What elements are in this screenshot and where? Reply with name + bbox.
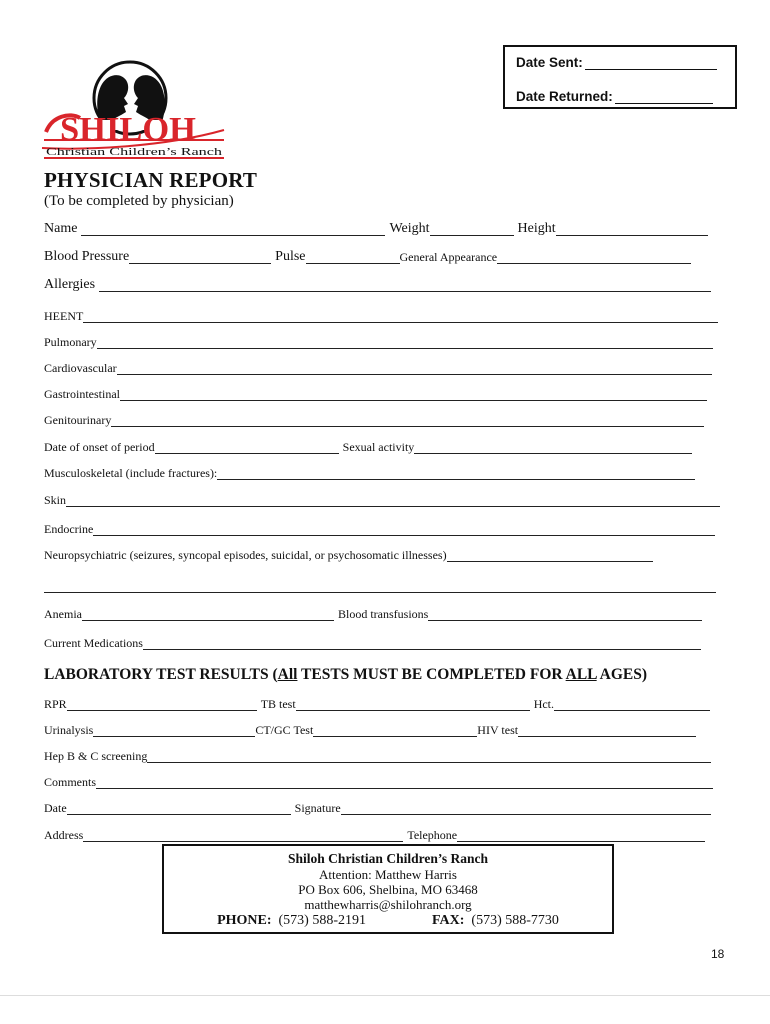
- urinalysis-label: Urinalysis: [44, 723, 94, 737]
- tb-test-field[interactable]: [296, 698, 530, 711]
- rpr-field[interactable]: [67, 698, 257, 711]
- contact-org: Shiloh Christian Children’s Ranch: [288, 851, 488, 866]
- heent-field[interactable]: [83, 310, 718, 323]
- contact-phone-fax: [164, 913, 612, 929]
- address-field[interactable]: [83, 829, 403, 842]
- cardiovascular-label: Cardiovascular: [44, 361, 117, 375]
- contact-phone: [217, 913, 366, 929]
- row-urinalysis: [44, 723, 696, 737]
- cardiovascular-field[interactable]: [117, 362, 712, 375]
- phone-value: (573) 588-2191: [278, 913, 367, 928]
- pulmonary-label: Pulmonary: [44, 335, 97, 349]
- urinalysis-field[interactable]: [93, 724, 255, 737]
- date-field[interactable]: [67, 802, 291, 815]
- current-medications-field[interactable]: [143, 637, 701, 650]
- neuropsychiatric-label: Neuropsychiatric (seizures, syncopal episodes, suicidal, or psychosomatic illnesses): [44, 548, 447, 562]
- row-cardiovascular: [44, 361, 712, 375]
- general-appearance-label: General Appearance: [399, 250, 498, 264]
- contact-attention: Attention: Matthew Harris: [319, 867, 457, 882]
- hct-label: Hct.: [533, 697, 555, 711]
- comments-label: Comments: [44, 775, 97, 789]
- allergies-label: Allergies: [44, 277, 96, 292]
- contact-email[interactable]: matthewharris@shilohranch.org: [304, 897, 472, 912]
- blood-transfusions-field[interactable]: [428, 608, 702, 621]
- lab-heading: [44, 666, 647, 684]
- hep-field[interactable]: [147, 750, 711, 763]
- page-number: 18: [711, 947, 725, 961]
- allergies-field[interactable]: [99, 279, 711, 292]
- telephone-field[interactable]: [457, 829, 705, 842]
- endocrine-field[interactable]: [93, 523, 715, 536]
- row-neuropsychiatric-cont: [44, 580, 716, 593]
- ctgc-test-label: CT/GC Test: [255, 723, 314, 737]
- date-sent-row: [516, 55, 717, 70]
- sexual-activity-field[interactable]: [414, 441, 692, 454]
- row-anemia: [44, 607, 702, 621]
- pulse-field[interactable]: [306, 251, 400, 264]
- pulmonary-field[interactable]: [97, 336, 713, 349]
- weight-label: Weight: [389, 221, 430, 236]
- row-heent: [44, 309, 718, 323]
- date-sent-label: Date Sent:: [516, 55, 583, 70]
- lab-heading-all-2: ALL: [565, 666, 597, 683]
- neuropsychiatric-field[interactable]: [447, 549, 653, 562]
- shiloh-logo: [40, 60, 230, 164]
- date-sent-field[interactable]: [585, 55, 717, 70]
- genitourinary-label: Genitourinary: [44, 413, 112, 427]
- musculoskeletal-field[interactable]: [217, 467, 695, 480]
- signature-field[interactable]: [341, 802, 711, 815]
- row-musculoskeletal: [44, 466, 695, 480]
- logo-name: SHILOH: [60, 111, 196, 148]
- row-allergies: [44, 278, 711, 292]
- address-label: Address: [44, 828, 84, 842]
- hiv-test-field[interactable]: [518, 724, 696, 737]
- page-subtitle: (To be completed by physician): [44, 193, 234, 209]
- row-name: [44, 222, 708, 236]
- tb-test-label: TB test: [260, 697, 296, 711]
- neuropsychiatric-field-cont[interactable]: [44, 580, 716, 593]
- row-medications: [44, 636, 701, 650]
- skin-field[interactable]: [66, 494, 720, 507]
- fax-value: (573) 588-7730: [471, 913, 559, 928]
- row-genitourinary: [44, 413, 704, 427]
- page-divider: [0, 995, 770, 996]
- gastrointestinal-field[interactable]: [120, 388, 707, 401]
- comments-field[interactable]: [96, 776, 713, 789]
- onset-period-field[interactable]: [155, 441, 339, 454]
- gastrointestinal-label: Gastrointestinal: [44, 387, 120, 401]
- row-hep: [44, 749, 711, 763]
- phone-label: PHONE:: [217, 913, 272, 928]
- hiv-test-label: HIV test: [477, 723, 519, 737]
- logo-graphic: [40, 60, 230, 164]
- date-returned-row: [516, 89, 713, 104]
- general-appearance-field[interactable]: [497, 251, 691, 264]
- blood-transfusions-label: Blood transfusions: [338, 607, 429, 621]
- row-period: [44, 440, 692, 454]
- row-address: [44, 828, 705, 842]
- fax-label: FAX:: [432, 913, 465, 928]
- rpr-label: RPR: [44, 697, 67, 711]
- row-rpr: [44, 697, 710, 711]
- anemia-field[interactable]: [82, 608, 334, 621]
- signature-label: Signature: [294, 801, 341, 815]
- logo-tagline: Christian Children’s Ranch: [46, 146, 223, 158]
- current-medications-label: Current Medications: [44, 636, 143, 650]
- ctgc-test-field[interactable]: [313, 724, 477, 737]
- endocrine-label: Endocrine: [44, 522, 94, 536]
- contact-address: PO Box 606, Shelbina, MO 63468: [298, 882, 478, 897]
- telephone-label: Telephone: [407, 828, 458, 842]
- skin-label: Skin: [44, 493, 67, 507]
- row-gastrointestinal: [44, 387, 707, 401]
- row-comments: [44, 775, 713, 789]
- hep-label: Hep B & C screening: [44, 749, 148, 763]
- lab-heading-all-1: All: [277, 666, 298, 683]
- date-returned-label: Date Returned:: [516, 89, 613, 104]
- onset-period-label: Date of onset of period: [44, 440, 155, 454]
- anemia-label: Anemia: [44, 607, 82, 621]
- blood-pressure-field[interactable]: [129, 251, 271, 264]
- row-pulmonary: [44, 335, 713, 349]
- name-field[interactable]: [81, 223, 385, 236]
- lab-heading-part-1: LABORATORY TEST RESULTS (: [44, 666, 278, 683]
- row-skin: [44, 493, 720, 507]
- name-label: Name: [44, 221, 78, 236]
- row-vitals: [44, 250, 691, 264]
- lab-heading-part-3: AGES): [596, 666, 648, 683]
- contact-fax: [432, 913, 559, 929]
- height-field[interactable]: [556, 223, 708, 236]
- hct-field[interactable]: [554, 698, 710, 711]
- pulse-label: Pulse: [275, 249, 306, 264]
- sexual-activity-label: Sexual activity: [342, 440, 415, 454]
- musculoskeletal-label: Musculoskeletal (include fractures):: [44, 466, 218, 480]
- date-returned-field[interactable]: [615, 89, 713, 104]
- contact-box: [162, 844, 614, 934]
- weight-field[interactable]: [430, 223, 514, 236]
- date-box: [503, 45, 737, 109]
- blood-pressure-label: Blood Pressure: [44, 249, 130, 264]
- heent-label: HEENT: [44, 309, 84, 323]
- row-endocrine: [44, 522, 715, 536]
- row-neuropsychiatric: [44, 548, 653, 562]
- date-label: Date: [44, 801, 67, 815]
- height-label: Height: [517, 221, 556, 236]
- genitourinary-field[interactable]: [111, 414, 704, 427]
- lab-heading-part-2: TESTS MUST BE COMPLETED FOR: [297, 666, 566, 683]
- row-date-signature: [44, 801, 711, 815]
- page-title: PHYSICIAN REPORT: [44, 168, 258, 192]
